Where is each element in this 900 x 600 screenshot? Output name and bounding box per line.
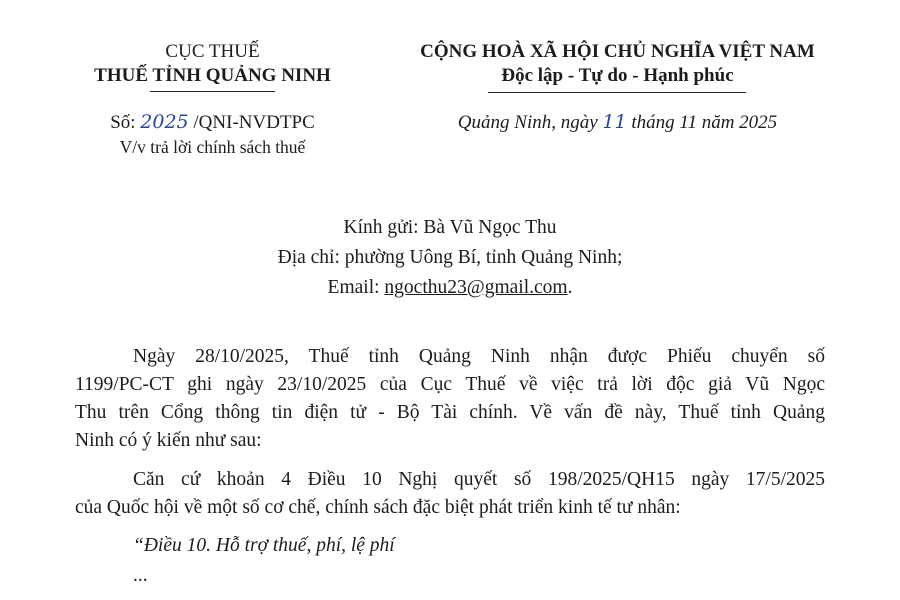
number-suffix: /QNI-NVDTPC [188, 112, 315, 133]
recipient-address: Địa chỉ: phường Uông Bí, tỉnh Quảng Ninh; [277, 247, 623, 268]
email-prefix: Email: [327, 277, 385, 298]
number-handwritten: 2025 [140, 111, 189, 133]
agency-underline [150, 91, 275, 92]
date-suffix: tháng 11 năm 2025 [626, 112, 778, 133]
quote-title: “Điều 10. Hỗ trợ thuế, phí, lệ phí [133, 535, 395, 556]
paragraph-2-line-2: của Quốc hội về một số cơ chế, chính sách đặc biệt phát triển kinh tế tư nhân: [75, 497, 681, 518]
paragraph-1-line-2: 1199/PC-CT ghi ngày 23/10/2025 của Cục Thuế về việc trả lời độc giả Vũ Ngọc [75, 374, 825, 395]
date-prefix: Quảng Ninh, ngày [457, 112, 603, 133]
recipient-to: Kính gửi: Bà Vũ Ngọc Thu [343, 217, 557, 238]
number-prefix: Số: [110, 112, 141, 133]
email-link[interactable]: ngocthu23@gmail.com [384, 277, 568, 298]
national-motto: Độc lập - Tự do - Hạnh phúc [501, 65, 734, 86]
document-number [45, 110, 380, 135]
motto-underline [488, 92, 746, 93]
paragraph-2-line-1: Căn cứ khoản 4 Điều 10 Nghị quyết số 198/2025/QH15 ngày 17/5/2025 [133, 469, 825, 490]
paragraph-1-line-4: Ninh có ý kiến như sau: [75, 430, 262, 451]
email-suffix: . [567, 277, 573, 298]
paragraph-1-line-3: Thu trên Cổng thông tin điện tử - Bộ Tài chính. Về vấn đề này, Thuế tỉnh Quảng [75, 402, 825, 423]
document-subject: V/v trả lời chính sách thuế [119, 137, 306, 157]
paragraph-1-line-1: Ngày 28/10/2025, Thuế tỉnh Quảng Ninh nhận được Phiếu chuyển số [133, 346, 825, 367]
place-date [345, 110, 890, 135]
recipient-email-line [0, 274, 900, 302]
agency-name: THUẾ TỈNH QUẢNG NINH [94, 65, 331, 86]
ellipsis: ... [133, 565, 148, 586]
nation-title: CỘNG HOÀ XÃ HỘI CHỦ NGHĨA VIỆT NAM [420, 41, 815, 62]
date-day-handwritten: 11 [602, 111, 627, 133]
agency-top: CỤC THUẾ [165, 41, 260, 62]
